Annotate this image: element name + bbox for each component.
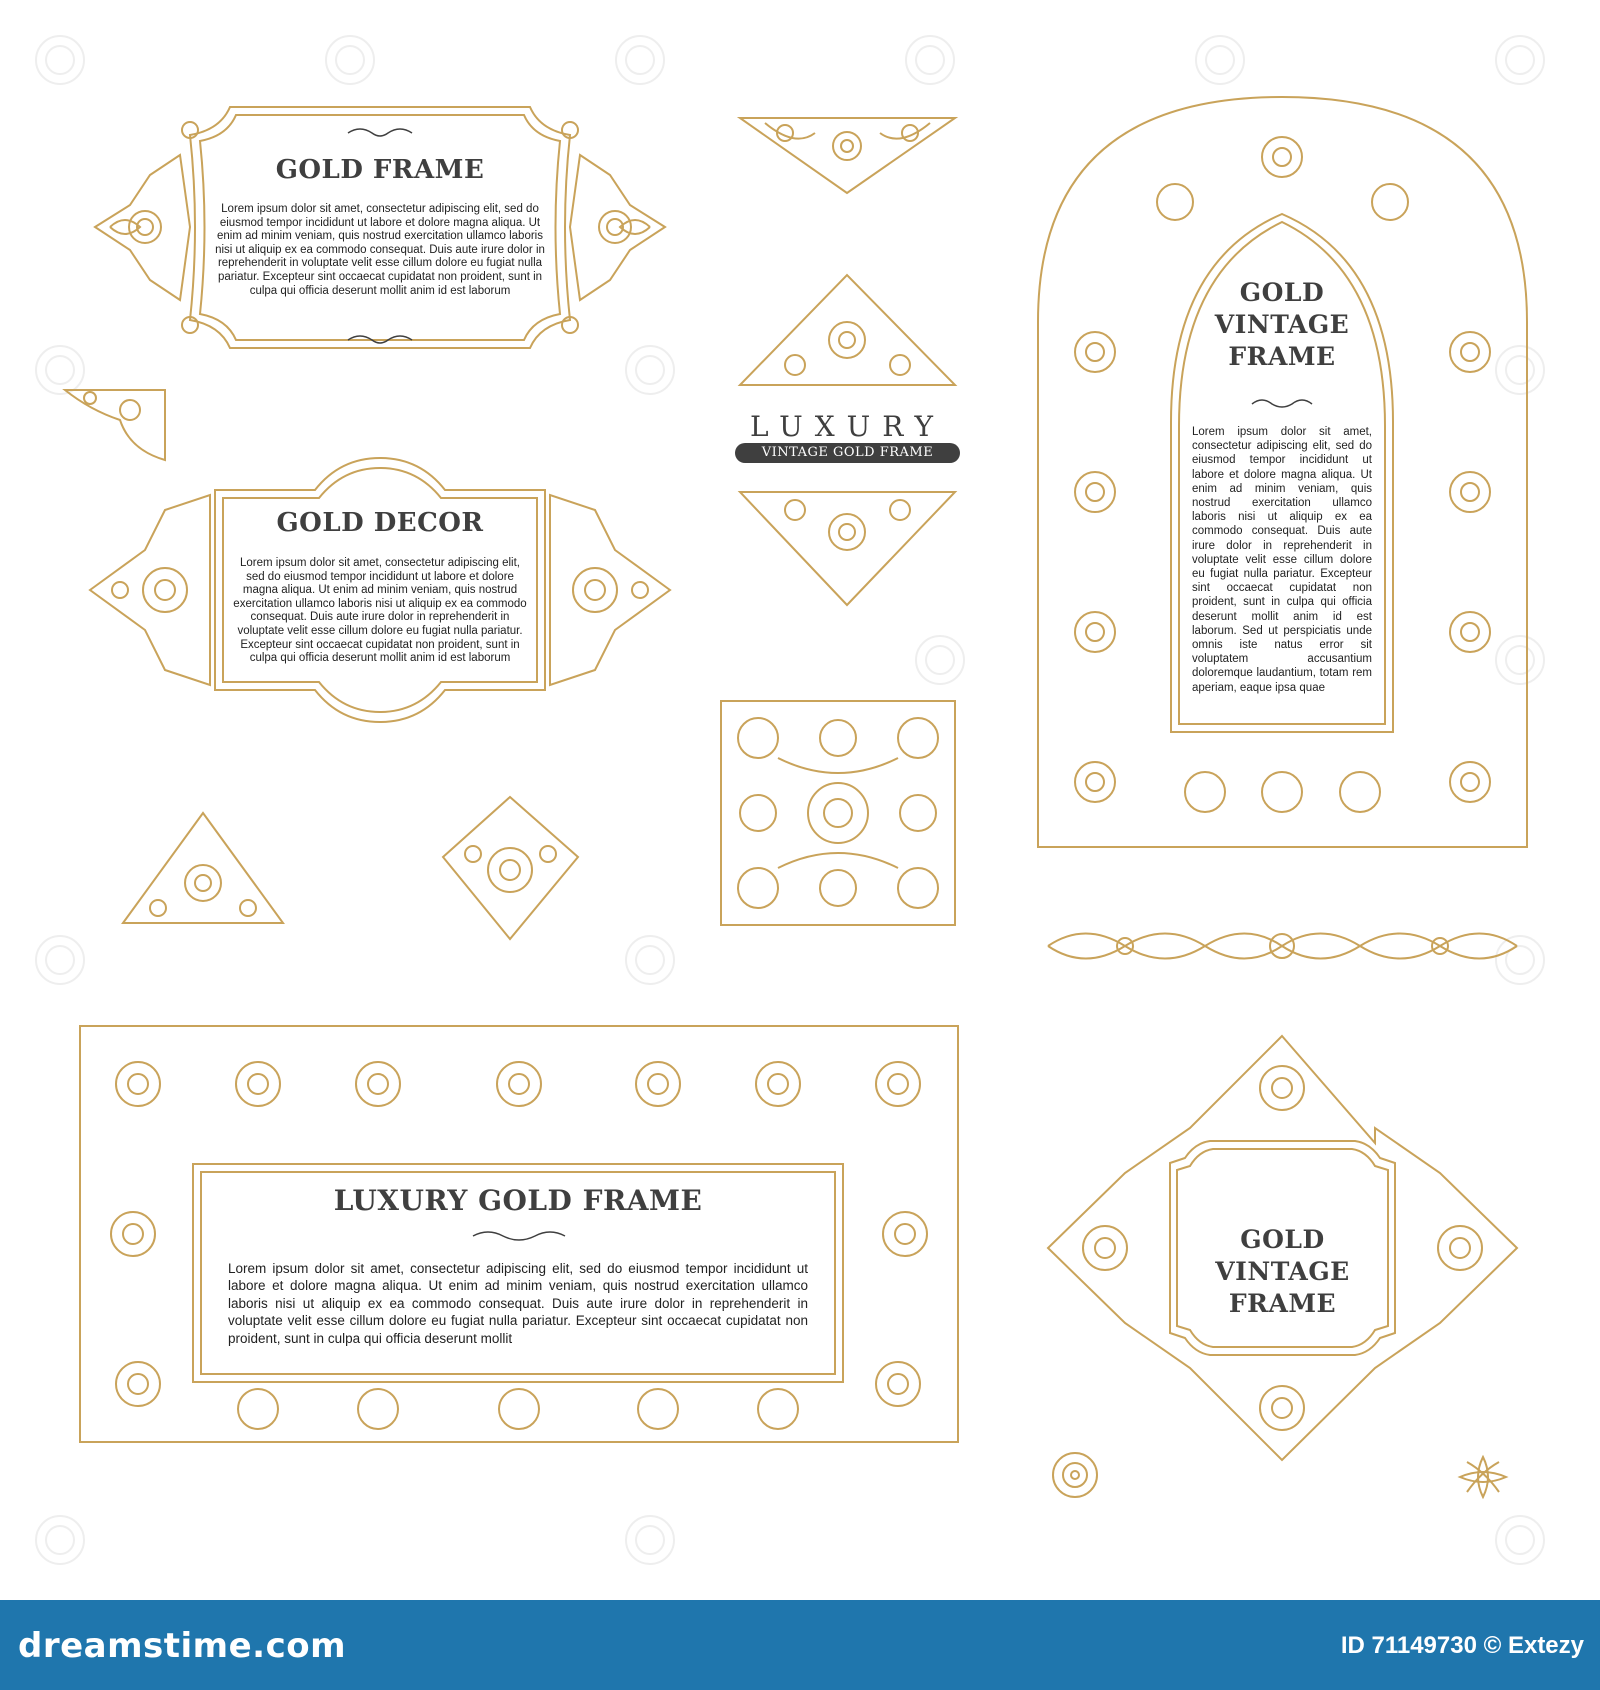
gold-decor-panel <box>85 450 675 730</box>
border-strip <box>1045 918 1520 974</box>
diamond-frame-title-line3: FRAME <box>1228 1289 1337 1318</box>
border-strip-icon <box>1045 918 1520 974</box>
diamond-frame-panel <box>1045 1033 1520 1463</box>
diamond-frame-title-line2: VINTAGE <box>1215 1257 1350 1286</box>
gold-frame-text: Lorem ipsum dolor sit amet, consectetur adipiscing elit, sed do eiusmod tempor incididunt ut labore et dolore magna aliqua. Ut enim ad minim veniam, quis nostrud exercitation ullamco laboris nisi ut aliquip ex ea commodo consequat. Duis aute irure dolor in reprehenderit in voluptate velit esse cillum dolore eu fugiat nulla pariatur. Excepteur sint occaecat cupidatat non proident, sunt in culpa qui officia deserunt mollit anim id est laborum <box>215 203 545 297</box>
arch-frame-title-line2: VINTAGE <box>1214 310 1350 339</box>
square-pattern-icon <box>718 698 958 928</box>
arch-frame-title-line3: FRAME <box>1228 342 1336 371</box>
rosette-icon <box>1050 1450 1100 1500</box>
diamond-ornament-icon <box>438 792 583 944</box>
diamond-frame-title-line1: GOLD <box>1240 1225 1325 1254</box>
luxury-gold-frame-panel <box>78 1024 960 1444</box>
ornament-top-center <box>735 108 960 198</box>
footer-bar <box>0 1600 1600 1690</box>
gold-frame-panel <box>90 95 670 360</box>
square-pattern-tile <box>718 698 958 928</box>
gold-frame-title: GOLD FRAME <box>275 155 485 185</box>
rosette-left <box>1050 1450 1100 1500</box>
luxury-badge-subtitle: VINTAGE GOLD FRAME <box>761 445 934 460</box>
luxury-gold-frame-title: LUXURY GOLD FRAME <box>333 1184 703 1217</box>
diamond-ornament <box>438 792 583 944</box>
ornament-triangle-down-icon <box>735 108 960 198</box>
luxury-badge-group <box>735 270 960 610</box>
luxury-gold-frame-border <box>78 1024 960 1444</box>
gold-decor-title: GOLD DECOR <box>276 508 484 538</box>
footer-site-logo[interactable]: dreamstime.com <box>18 1626 347 1666</box>
arch-frame-title-line1: GOLD <box>1239 278 1325 307</box>
triangle-ornament-icon <box>118 808 288 928</box>
arch-frame-text: Lorem ipsum dolor sit amet, consectetur adipiscing elit, sed do eiusmod tempor incididunt ut labore et dolore magna aliqua. Ut enim ad minim veniam, quis nostrud exercitation ullamco laboris nisi ut aliquip ex ea commodo consequat. Duis aute irure dolor in reprehenderit in voluptate velit esse cillum dolore eu fugiat nulla pariatur. Excepteur sint occaecat cupidatat non proident, sunt in culpa qui officia deserunt mollit anim id est laborum. Sed ut perspiciatis unde omnis iste natus error sit voluptatem accusantium doloremque laudantium, totam rem aperiam, eaque ipsa quae <box>1192 426 1372 694</box>
footer-image-id: ID 71149730 © Extezy <box>1340 1632 1584 1659</box>
lotus-flower-icon <box>1455 1452 1511 1502</box>
arch-frame-panel <box>1035 92 1530 852</box>
gold-decor-text: Lorem ipsum dolor sit amet, consectetur adipiscing elit, sed do eiusmod tempor incididunt ut labore et dolore magna aliqua. Ut enim ad minim veniam, quis nostrud exercitation ullamco laboris nisi ut aliquip ex ea commodo consequat. Duis aute irure dolor in reprehenderit in voluptate velit esse cillum dolore eu fugiat nulla pariatur. Excepteur sint occaecat cupidatat non proident, sunt in culpa qui officia deserunt mollit anim id est laborum <box>233 557 527 665</box>
luxury-gold-frame-text: Lorem ipsum dolor sit amet, consectetur adipiscing elit, sed do eiusmod tempor incididunt ut labore et dolore magna aliqua. Ut enim ad minim veniam, quis nostrud exercitation ullamco laboris nisi ut aliquip ex ea commodo consequat. Duis aute irure dolor in reprehenderit in voluptate velit esse cillum dolore eu fugiat nulla pariatur. Excepteur sint occaecat cupidatat non proident, sunt in culpa qui officia deserunt mollit <box>228 1261 808 1346</box>
triangle-ornament <box>118 808 288 928</box>
rosette-right <box>1455 1452 1511 1502</box>
luxury-badge-title: LUXURY <box>750 410 945 443</box>
